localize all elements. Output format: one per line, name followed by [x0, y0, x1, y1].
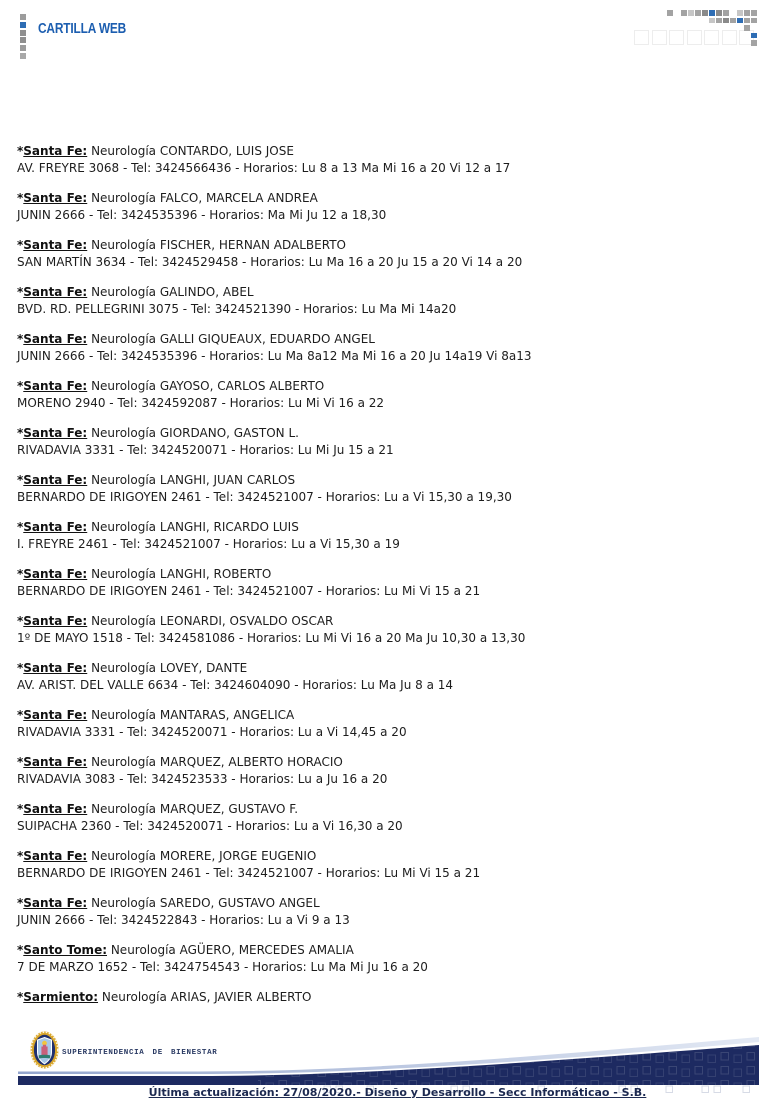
entry-header-line [17, 425, 759, 442]
entry-bullet: * [17, 802, 24, 816]
entry-doctor-name: LANGHI, RICARDO LUIS [159, 520, 299, 534]
entry-bullet: * [17, 332, 24, 346]
entry-locality: Santa Fe: [23, 520, 88, 534]
entry-specialty: Neurología [91, 191, 157, 205]
entry-details: BERNARDO DE IRIGOYEN 2461 - Tel: 3424521007 - Horarios: Lu a Vi 15,30 a 19,30 [17, 490, 512, 504]
entry-header-line [17, 895, 759, 912]
entry-header-line [17, 143, 759, 160]
entry-doctor-name: LEONARDI, OSVALDO OSCAR [159, 614, 334, 628]
entry-doctor-name: AGÜERO, MERCEDES AMALIA [179, 943, 354, 957]
entry-bullet: * [17, 379, 24, 393]
entry-locality: Santa Fe: [23, 849, 88, 863]
entry-doctor-name: GAYOSO, CARLOS ALBERTO [159, 379, 325, 393]
entry-specialty: Neurología [91, 520, 157, 534]
entry-locality: Santa Fe: [23, 802, 88, 816]
entry-header-line [17, 472, 759, 489]
entry-bullet: * [17, 896, 24, 910]
directory-entry [17, 707, 759, 741]
entry-header-line [17, 707, 759, 724]
directory-entry [17, 284, 759, 318]
entry-doctor-name: GALINDO, ABEL [159, 285, 254, 299]
entry-specialty: Neurología [91, 285, 157, 299]
entry-specialty: Neurología [91, 238, 157, 252]
entry-header-line [17, 801, 759, 818]
entry-bullet: * [17, 990, 24, 1004]
entry-details: BERNARDO DE IRIGOYEN 2461 - Tel: 3424521007 - Horarios: Lu Mi Vi 15 a 21 [17, 866, 481, 880]
entry-bullet: * [17, 144, 24, 158]
directory-entry [17, 378, 759, 412]
directory-entry [17, 519, 759, 553]
last-update-text: Última actualización: 27/08/2020.- Diseño y Desarrollo - Secc Informáticao - S.B. [148, 1086, 647, 1099]
directory-entry [17, 895, 759, 929]
entry-specialty: Neurología [91, 614, 157, 628]
directory-entry [17, 801, 759, 835]
entry-locality: Santa Fe: [23, 755, 88, 769]
entry-specialty: Neurología [91, 332, 157, 346]
directory-entry [17, 143, 759, 177]
directory-entry [17, 754, 759, 788]
entry-specialty: Neurología [101, 990, 167, 1004]
entry-doctor-name: FALCO, MARCELA ANDREA [159, 191, 318, 205]
entry-details: BVD. RD. PELLEGRINI 3075 - Tel: 3424521390 - Horarios: Lu Ma Mi 14a20 [17, 302, 457, 316]
entry-details: RIVADAVIA 3331 - Tel: 3424520071 - Horarios: Lu Mi Ju 15 a 21 [17, 443, 394, 457]
entry-specialty: Neurología [91, 567, 157, 581]
entry-specialty: Neurología [91, 661, 157, 675]
entry-header-line [17, 378, 759, 395]
entry-doctor-name: MARQUEZ, ALBERTO HORACIO [159, 755, 343, 769]
entry-bullet: * [17, 285, 24, 299]
entry-details: AV. FREYRE 3068 - Tel: 3424566436 - Horarios: Lu 8 a 13 Ma Mi 16 a 20 Vi 12 a 17 [17, 161, 511, 175]
entry-locality: Sarmiento: [23, 990, 99, 1004]
entry-header-line [17, 237, 759, 254]
entry-specialty: Neurología [110, 943, 176, 957]
directory-entry [17, 190, 759, 224]
directory-entry [17, 237, 759, 271]
entry-bullet: * [17, 614, 24, 628]
entry-details: MORENO 2940 - Tel: 3424592087 - Horarios: Lu Mi Vi 16 a 22 [17, 396, 385, 410]
entry-bullet: * [17, 849, 24, 863]
entry-specialty: Neurología [91, 896, 157, 910]
entry-doctor-name: ARIAS, JAVIER ALBERTO [170, 990, 312, 1004]
org-name: SUPERINTENDENCIA DE BIENESTAR [62, 1049, 218, 1057]
entry-locality: Santa Fe: [23, 661, 88, 675]
directory-entry [17, 942, 759, 976]
entry-doctor-name: GIORDANO, GASTON L. [159, 426, 299, 440]
entry-doctor-name: SAREDO, GUSTAVO ANGEL [159, 896, 320, 910]
entry-locality: Santa Fe: [23, 285, 88, 299]
entry-locality: Santa Fe: [23, 191, 88, 205]
entry-bullet: * [17, 520, 24, 534]
footer [0, 1028, 759, 1101]
entry-bullet: * [17, 426, 24, 440]
entry-details: AV. ARIST. DEL VALLE 6634 - Tel: 3424604090 - Horarios: Lu Ma Ju 8 a 14 [17, 678, 454, 692]
entry-header-line [17, 284, 759, 301]
entry-details: JUNIN 2666 - Tel: 3424522843 - Horarios: Lu a Vi 9 a 13 [17, 913, 350, 927]
entry-locality: Santa Fe: [23, 426, 88, 440]
directory-entry [17, 989, 759, 1006]
page-title: CARTILLA WEB [38, 21, 127, 37]
entry-details: BERNARDO DE IRIGOYEN 2461 - Tel: 3424521007 - Horarios: Lu Mi Vi 15 a 21 [17, 584, 481, 598]
entry-specialty: Neurología [91, 426, 157, 440]
entry-locality: Santa Fe: [23, 144, 88, 158]
directory-entry [17, 566, 759, 600]
directory-entry [17, 613, 759, 647]
entry-locality: Santo Tome: [23, 943, 107, 957]
entry-bullet: * [17, 755, 24, 769]
entry-bullet: * [17, 473, 24, 487]
entry-locality: Santa Fe: [23, 708, 88, 722]
entry-bullet: * [17, 661, 24, 675]
entry-details: JUNIN 2666 - Tel: 3424535396 - Horarios: Lu Ma 8a12 Ma Mi 16 a 20 Ju 14a19 Vi 8a13 [17, 349, 532, 363]
entry-header-line [17, 519, 759, 536]
entry-locality: Santa Fe: [23, 896, 88, 910]
entry-doctor-name: LANGHI, JUAN CARLOS [159, 473, 296, 487]
entry-header-line [17, 989, 759, 1006]
entry-specialty: Neurología [91, 144, 157, 158]
directory-entry [17, 848, 759, 882]
entry-details: JUNIN 2666 - Tel: 3424535396 - Horarios: Ma Mi Ju 12 a 18,30 [17, 208, 387, 222]
entry-doctor-name: LOVEY, DANTE [159, 661, 248, 675]
entry-header-line [17, 848, 759, 865]
directory-entry [17, 425, 759, 459]
entry-locality: Santa Fe: [23, 567, 88, 581]
directory-entry [17, 331, 759, 365]
entry-details: RIVADAVIA 3331 - Tel: 3424520071 - Horarios: Lu a Vi 14,45 a 20 [17, 725, 407, 739]
entry-header-line [17, 566, 759, 583]
entry-details: SUIPACHA 2360 - Tel: 3424520071 - Horarios: Lu a Vi 16,30 a 20 [17, 819, 403, 833]
entry-specialty: Neurología [91, 379, 157, 393]
entry-bullet: * [17, 567, 24, 581]
entry-details: 1º DE MAYO 1518 - Tel: 3424581086 - Horarios: Lu Mi Vi 16 a 20 Ma Ju 10,30 a 13,30 [17, 631, 526, 645]
entry-doctor-name: MORERE, JORGE EUGENIO [159, 849, 317, 863]
entry-bullet: * [17, 238, 24, 252]
header [0, 0, 759, 62]
entry-header-line [17, 754, 759, 771]
entry-header-line [17, 613, 759, 630]
entry-locality: Santa Fe: [23, 614, 88, 628]
entry-header-line [17, 331, 759, 348]
entry-header-line [17, 942, 759, 959]
entry-locality: Santa Fe: [23, 473, 88, 487]
entry-doctor-name: MARQUEZ, GUSTAVO F. [159, 802, 299, 816]
entry-details: RIVADAVIA 3083 - Tel: 3424523533 - Horarios: Lu a Ju 16 a 20 [17, 772, 388, 786]
entry-doctor-name: MANTARAS, ANGELICA [159, 708, 295, 722]
entry-specialty: Neurología [91, 849, 157, 863]
entry-header-line [17, 190, 759, 207]
directory-entry [17, 472, 759, 506]
entry-locality: Santa Fe: [23, 238, 88, 252]
entry-locality: Santa Fe: [23, 332, 88, 346]
entry-doctor-name: GALLI GIQUEAUX, EDUARDO ANGEL [159, 332, 375, 346]
entry-details: 7 DE MARZO 1652 - Tel: 3424754543 - Horarios: Lu Ma Mi Ju 16 a 20 [17, 960, 428, 974]
entry-bullet: * [17, 708, 24, 722]
entry-bullet: * [17, 191, 24, 205]
entry-details: I. FREYRE 2461 - Tel: 3424521007 - Horarios: Lu a Vi 15,30 a 19 [17, 537, 400, 551]
entry-doctor-name: CONTARDO, LUIS JOSE [159, 144, 294, 158]
entry-details: SAN MARTÍN 3634 - Tel: 3424529458 - Horarios: Lu Ma 16 a 20 Ju 15 a 20 Vi 14 a 20 [17, 255, 523, 269]
entry-locality: Santa Fe: [23, 379, 88, 393]
entry-bullet: * [17, 943, 24, 957]
entry-specialty: Neurología [91, 473, 157, 487]
entry-specialty: Neurología [91, 708, 157, 722]
entry-doctor-name: LANGHI, ROBERTO [159, 567, 272, 581]
directory-list [17, 143, 759, 1019]
entry-specialty: Neurología [91, 755, 157, 769]
entry-doctor-name: FISCHER, HERNAN ADALBERTO [159, 238, 346, 252]
directory-entry [17, 660, 759, 694]
entry-header-line [17, 660, 759, 677]
entry-specialty: Neurología [91, 802, 157, 816]
